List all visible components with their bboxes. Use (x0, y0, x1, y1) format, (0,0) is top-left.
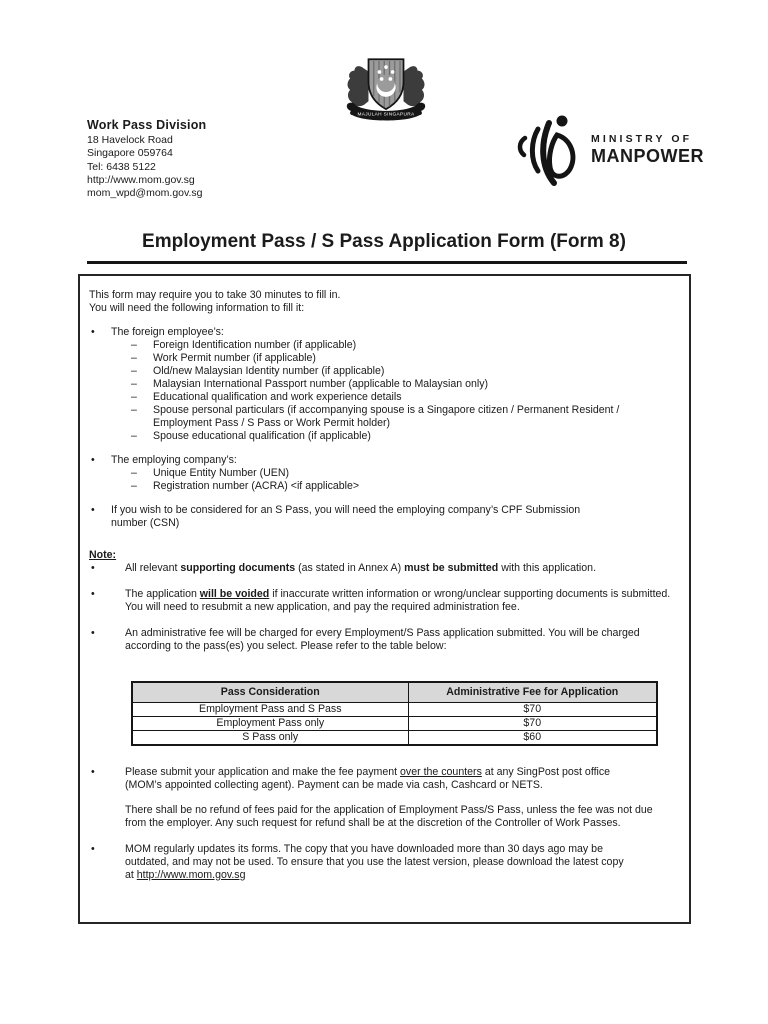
bullet-icon: • (91, 454, 95, 466)
fee-table (131, 681, 658, 746)
page-title: Employment Pass / S Pass Application Form (Form 8) (142, 231, 626, 252)
fee-cell: $60 (408, 730, 657, 745)
tiger-supporter (404, 66, 425, 106)
fee-cell: $70 (408, 716, 657, 730)
division-title: Work Pass Division (87, 118, 207, 132)
employee-section-label: The foreign employee’s: (111, 326, 224, 338)
employee-item: – Educational qualification and work experience details (131, 391, 402, 403)
fee-table-row (132, 702, 657, 716)
title-rule (87, 261, 687, 264)
employee-item: – Spouse educational qualification (if applicable) (131, 430, 371, 442)
crescent-inner (377, 75, 395, 93)
info-box (78, 274, 691, 924)
dash-icon: – (131, 430, 137, 442)
dash-icon: – (131, 339, 137, 351)
payment-bullet: • Please submit your application and make the fee payment over the counters at any SingPost post office (MOM’s appointed collecting agent). Payment can be made via cash, Cashcard or NETS. (91, 765, 611, 791)
pass-consideration-cell: Employment Pass only (132, 716, 408, 730)
s-pass-bullet: • If you wish to be considered for an S Pass, you will need the employing company’s CPF Submission number (CSN) (91, 504, 581, 529)
manpower-text: MANPOWER (591, 146, 704, 166)
forms-update-bullet: • MOM regularly updates its forms. The copy that you have downloaded more than 30 days ago may be outdated, and may not be used. To ensure that you use the latest version, please download the latest copy at http://www.mom.gov.sg (91, 842, 624, 881)
dash-icon: – (131, 365, 137, 377)
fee-table-header-row (132, 682, 657, 702)
company-item: – Registration number (ACRA) <if applicable> (131, 480, 360, 492)
employee-item: – Spouse personal particulars (if accompanying spouse is a Singapore citizen / Permanent Resident / Employment Pass / S Pass or Work Permit holder) (131, 404, 620, 429)
employee-bullet (89, 326, 681, 339)
bullet-icon: • (91, 562, 95, 574)
company-bullet (89, 454, 681, 467)
company-item: – Unique Entity Number (UEN) (131, 467, 289, 479)
dash-icon: – (131, 352, 137, 364)
dash-icon: – (131, 480, 137, 492)
address-line: Singapore 059764 (87, 147, 173, 160)
note-bullet: • All relevant supporting documents (as stated in Annex A) must be submitted with this application. (91, 562, 597, 574)
employee-item: – Work Permit number (if applicable) (131, 352, 316, 364)
singapore-coat-of-arms-icon (342, 54, 430, 124)
bullet-icon: • (91, 842, 95, 855)
note-bullet: • The application will be voided if inaccurate written information or wrong/unclear supporting documents is submitted. You will need to resubmit a new application, and pay the required administration fee. (91, 588, 671, 613)
pass-consideration-cell: S Pass only (132, 730, 408, 745)
address-line: 18 Havelock Road (87, 134, 173, 147)
dash-icon: – (131, 391, 137, 403)
website-url: http://www.mom.gov.sg (87, 173, 195, 186)
bullet-icon: • (91, 326, 95, 338)
employee-item: – Malaysian International Passport number (applicable to Malaysian only) (131, 378, 489, 390)
employee-item: – Old/new Malaysian Identity number (if applicable) (131, 365, 385, 377)
intro-line: You will need the following information to fill it: (89, 302, 305, 314)
intro-line: This form may require you to take 30 minutes to fill in. (89, 289, 341, 301)
fee-table-row (132, 716, 657, 730)
fee-cell: $70 (408, 702, 657, 716)
pass-consideration-cell: Employment Pass and S Pass (132, 702, 408, 716)
fee-table-header-cell: Pass Consideration (132, 682, 408, 702)
fee-table-row (132, 730, 657, 745)
lion-supporter (348, 66, 369, 106)
address-block (87, 119, 206, 200)
bullet-icon: • (91, 504, 95, 516)
dash-icon: – (131, 378, 137, 390)
dash-icon: – (131, 467, 137, 479)
fee-table-header-cell: Administrative Fee for Application (408, 682, 657, 702)
crest-banner-text: MAJULAH SINGAPURA (357, 112, 415, 118)
bullet-icon: • (91, 588, 95, 600)
bullet-icon: • (91, 627, 95, 639)
address-line: Tel: 6438 5122 (87, 160, 156, 173)
note-heading: Note: (89, 549, 117, 561)
note-bullet: • An administrative fee will be charged for every Employment/S Pass application submitted. You will be charged according to the pass(es) you select. Please refer to the table below: (91, 627, 640, 652)
employee-item: – Foreign Identification number (if applicable) (131, 339, 357, 351)
ministry-of-manpower-logo (514, 110, 704, 190)
company-section-label: The employing company’s: (111, 454, 237, 466)
bullet-icon: • (91, 765, 95, 778)
email-address: mom_wpd@mom.gov.sg (87, 187, 203, 200)
dash-icon: – (131, 404, 137, 416)
refund-paragraph: There shall be no refund of fees paid for the application of Employment Pass/S Pass, unless the fee was not due from the employer. Any such request for refund shall be at the discretion of the Controller of Work Passes. (125, 803, 653, 829)
mom-figure-icon (514, 110, 584, 190)
ministry-of-text: MINISTRY OF (591, 133, 693, 145)
ministry-logo-text (591, 133, 704, 167)
